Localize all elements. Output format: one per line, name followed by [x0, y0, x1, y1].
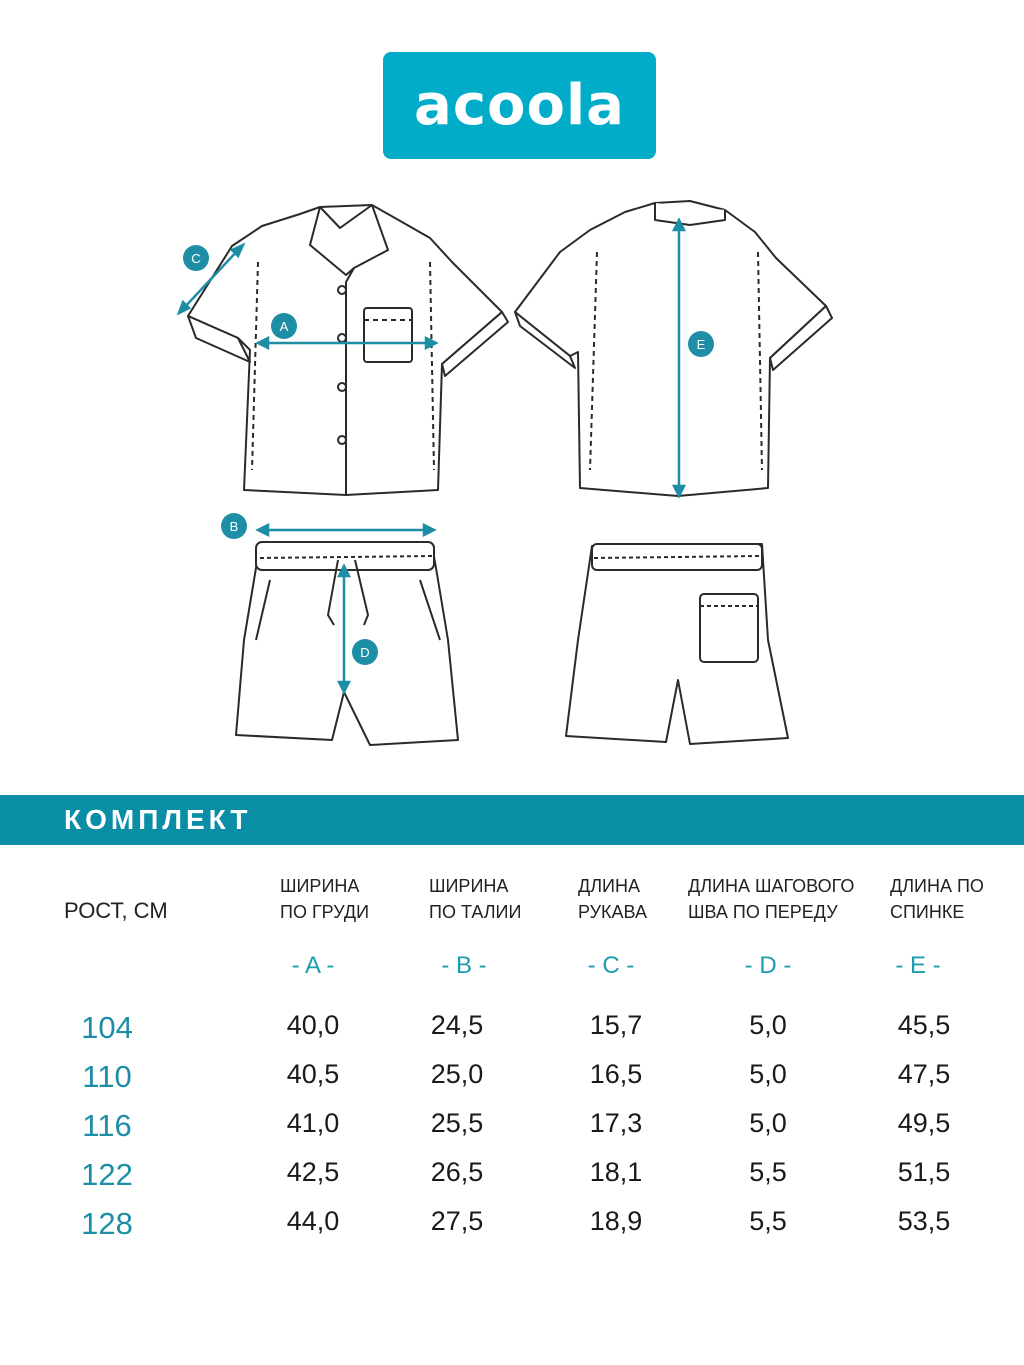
label-c: C — [191, 251, 201, 266]
value-e: 45,5 — [897, 1010, 951, 1040]
label-d: D — [360, 645, 370, 660]
value-c: 16,5 — [589, 1059, 643, 1089]
column-header-d-line1: ДЛИНА ШАГОВОГО — [688, 876, 855, 896]
table-row — [0, 1108, 1024, 1148]
value-b: 25,5 — [430, 1108, 484, 1138]
column-header-b-line1: ШИРИНА — [429, 876, 509, 896]
column-header-d-line2: ШВА ПО ПЕРЕДУ — [688, 902, 838, 922]
rost-value: 122 — [81, 1157, 133, 1192]
shirt-back-drawing — [515, 201, 832, 496]
shorts-back-drawing — [566, 544, 788, 744]
value-a: 41,0 — [286, 1108, 340, 1138]
value-c: 17,3 — [589, 1108, 643, 1138]
column-header-c-line2: РУКАВА — [578, 902, 647, 922]
column-header-c — [578, 873, 647, 925]
value-d: 5,0 — [749, 1059, 787, 1089]
value-d: 5,5 — [749, 1157, 787, 1187]
value-a: 40,5 — [286, 1059, 340, 1089]
column-letter-a: - A - — [291, 952, 335, 979]
column-header-b — [429, 873, 521, 925]
rost-value: 128 — [81, 1206, 133, 1241]
column-header-e-line1: ДЛИНА ПО — [890, 876, 984, 896]
column-letter-d: - D - — [744, 952, 792, 979]
value-a: 42,5 — [286, 1157, 340, 1187]
column-letter-b: - B - — [441, 952, 487, 979]
brand-logo — [383, 52, 656, 159]
value-d: 5,0 — [749, 1010, 787, 1040]
section-title: КОМПЛЕКТ — [64, 804, 252, 835]
column-header-e — [890, 873, 984, 925]
value-b: 27,5 — [430, 1206, 484, 1236]
garment-diagrams — [0, 180, 1024, 760]
column-header-c-line1: ДЛИНА — [578, 876, 640, 896]
column-header-d — [688, 873, 854, 925]
table-row — [0, 1059, 1024, 1099]
column-letter-c: - C - — [587, 952, 635, 979]
logo-text: acoola — [414, 72, 625, 138]
value-e: 53,5 — [897, 1206, 951, 1236]
value-a: 40,0 — [286, 1010, 340, 1040]
section-banner — [0, 795, 1024, 845]
column-header-e-line2: СПИНКЕ — [890, 902, 965, 922]
value-e: 49,5 — [897, 1108, 951, 1138]
value-c: 18,1 — [589, 1157, 643, 1187]
rost-value: 110 — [82, 1059, 132, 1094]
rost-header: РОСТ, СМ — [64, 898, 168, 923]
value-c: 18,9 — [589, 1206, 643, 1236]
column-letter-e: - E - — [895, 952, 941, 979]
rost-value: 116 — [82, 1108, 132, 1143]
table-row — [0, 1010, 1024, 1050]
label-a: A — [279, 319, 289, 334]
table-row — [0, 1206, 1024, 1246]
value-c: 15,7 — [589, 1010, 643, 1040]
value-b: 25,0 — [430, 1059, 484, 1089]
value-e: 47,5 — [897, 1059, 951, 1089]
column-header-a-line1: ШИРИНА — [280, 876, 360, 896]
value-d: 5,5 — [749, 1206, 787, 1236]
value-b: 26,5 — [430, 1157, 484, 1187]
label-e: E — [696, 337, 706, 352]
table-row — [0, 1157, 1024, 1197]
label-b: B — [229, 519, 239, 534]
column-header-b-line2: ПО ТАЛИИ — [429, 902, 522, 922]
value-d: 5,0 — [749, 1108, 787, 1138]
value-e: 51,5 — [897, 1157, 951, 1187]
value-b: 24,5 — [430, 1010, 484, 1040]
rost-value: 104 — [81, 1010, 133, 1045]
column-header-a-line2: ПО ГРУДИ — [280, 902, 370, 922]
value-a: 44,0 — [286, 1206, 340, 1236]
column-header-a — [280, 873, 369, 925]
